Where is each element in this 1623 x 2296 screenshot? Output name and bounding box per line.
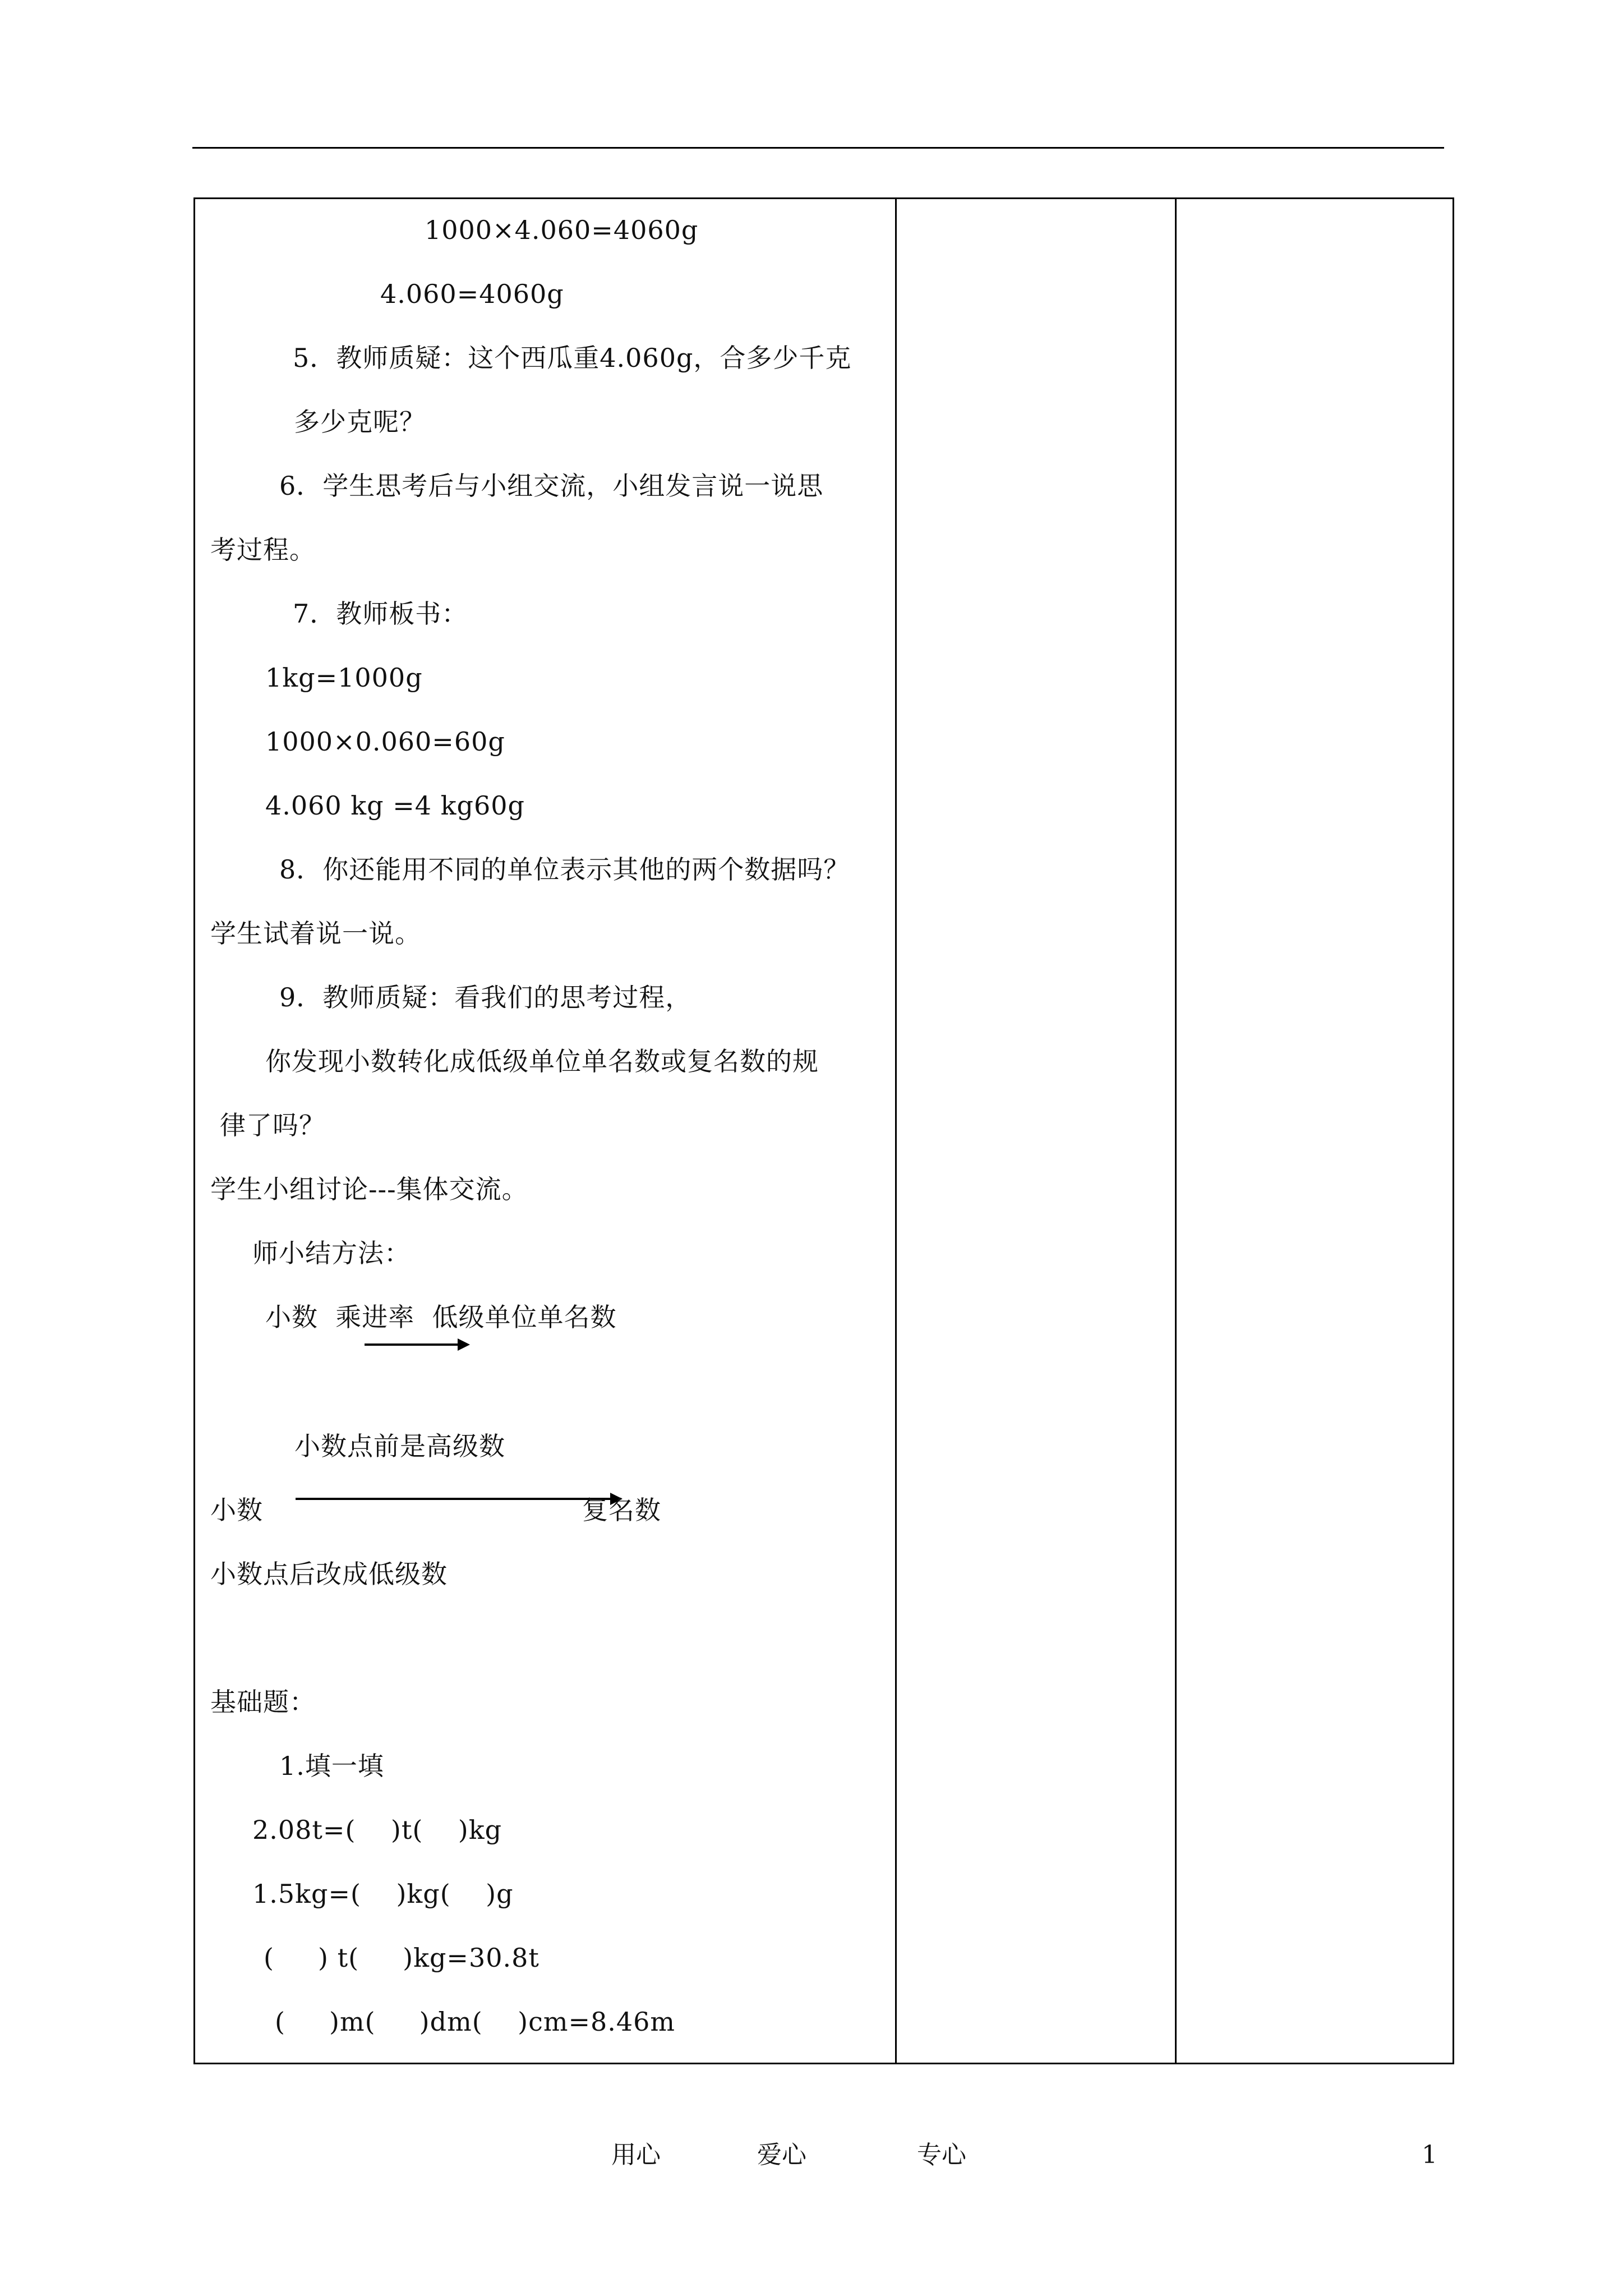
arrow-2 bbox=[296, 1498, 612, 1500]
text-line-4: 多少克呢？ bbox=[294, 407, 426, 437]
text-line-10: 4.060 kg =4 kg60g bbox=[265, 790, 525, 821]
text-line-11: 8．你还能用不同的单位表示其他的两个数据吗？ bbox=[279, 854, 850, 885]
text-line-21: 复名数 bbox=[582, 1495, 661, 1525]
text-line-20: 小数 bbox=[210, 1495, 263, 1525]
text-line-24: 1.填一填 bbox=[279, 1751, 384, 1781]
footer-word-3: 专心 bbox=[917, 2141, 966, 2169]
column-divider-1 bbox=[895, 199, 897, 2063]
text-line-7: 7．教师板书： bbox=[293, 599, 468, 629]
text-line-13: 9．教师质疑：看我们的思考过程， bbox=[279, 982, 692, 1013]
text-line-12: 学生试着说一说。 bbox=[210, 918, 421, 949]
text-line-18: 小数 乘进率 低级单位单名数 bbox=[265, 1302, 617, 1332]
text-line-22: 小数点后改成低级数 bbox=[210, 1559, 448, 1589]
text-line-2: 4.060=4060g bbox=[380, 279, 564, 309]
footer-word-1: 用心 bbox=[611, 2141, 661, 2169]
text-line-6: 考过程。 bbox=[210, 535, 316, 565]
text-line-26: 1.5kg=( )kg( )g bbox=[252, 1879, 514, 1909]
text-line-5: 6．学生思考后与小组交流，小组发言说一说思 bbox=[279, 471, 824, 501]
text-line-28: ( )m( )dm( )cm=8.46m bbox=[275, 2007, 676, 2037]
header-rule bbox=[192, 147, 1444, 149]
text-line-14: 你发现小数转化成低级单位单名数或复名数的规 bbox=[265, 1046, 819, 1076]
page-number: 1 bbox=[1422, 2141, 1437, 2169]
text-line-19: 小数点前是高级数 bbox=[294, 1431, 505, 1461]
arrow-1 bbox=[365, 1343, 460, 1346]
text-line-9: 1000×0.060=60g bbox=[265, 726, 505, 757]
text-line-17: 师小结方法： bbox=[252, 1238, 411, 1268]
text-line-8: 1kg=1000g bbox=[265, 662, 423, 693]
text-line-16: 学生小组讨论---集体交流。 bbox=[210, 1174, 528, 1204]
column-divider-2 bbox=[1175, 199, 1177, 2063]
text-line-23: 基础题： bbox=[210, 1687, 316, 1717]
text-line-25: 2.08t=( )t( )kg bbox=[252, 1815, 502, 1845]
text-line-1: 1000×4.060=4060g bbox=[425, 215, 699, 245]
text-line-15: 律了吗？ bbox=[220, 1110, 325, 1140]
text-line-3: 5．教师质疑：这个西瓜重4.060g，合多少千克 bbox=[293, 343, 852, 373]
text-line-27: ( ) t( )kg=30.8t bbox=[264, 1943, 540, 1973]
footer-word-2: 爱心 bbox=[757, 2141, 806, 2169]
